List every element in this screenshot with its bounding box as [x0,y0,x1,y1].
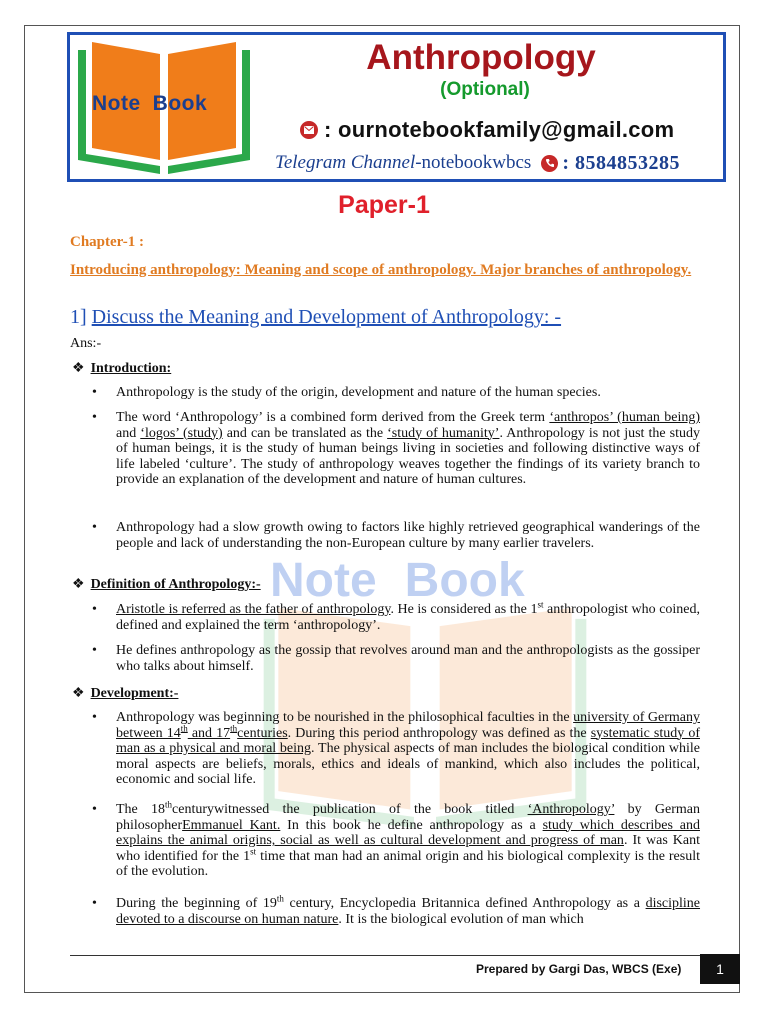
telegram-handle[interactable]: notebookwbcs [421,152,532,173]
diamond-bullet-icon: ❖ [72,577,85,592]
telegram-label: Telegram Channel- [275,152,422,173]
chapter-description: Introducing anthropology: Meaning and scope of anthropology. Major branches of anthropology. [70,262,692,278]
logo-text: Note Book [92,92,208,115]
footer-prepared-by: Prepared by Gargi Das, WBCS (Exe) [476,962,682,976]
question-title [70,306,561,329]
section-definition: ❖ Definition of Anthropology:- [72,577,261,592]
list-item: • The 18thcenturywitnessed the publication of the book titled ‘Anthropology’ by German philosopherEmmanuel Kant. In this book he define anthropology as a study which describes and explains the animal origins, social as well as cultural development and progress of man. It was Kant who identified for the 1st time that man had an animal origin and his biological complexity is the result of the evolution. [92,802,700,880]
list-item: • The word ‘Anthropology’ is a combined form derived from the Greek term ‘anthropos’ (human being) and ‘logos’ (study) and can be translated as the ‘study of humanity’. Anthropology is not just the study of human beings, it is the study of human beings living in societies and following distinctive ways of life labeled ‘culture’. The study of anthropology weaves together the findings of its variety branch to provide an explanation of the development and nature of human cultures. [92,410,700,488]
email-row [300,116,674,144]
mail-icon [300,121,318,139]
list-item: • Anthropology had a slow growth owing to factors like highly retrieved geographical wanderings of the people and lack of understanding the non-European culture by many earlier travelers. [92,520,700,551]
section-introduction: ❖ Introduction: [72,361,172,376]
list-item: • Anthropology is the study of the origin, development and nature of the human species. [92,385,700,401]
diamond-bullet-icon: ❖ [72,686,85,701]
list-item: • Anthropology was beginning to be nourished in the philosophical faculties in the university of Germany between 14th and 17thcenturies. During this period anthropology was defined as the systematic study of man as a physical and moral being. The physical aspects of man includes the biological condition while moral aspects are beliefs, morals, ethics and ideals of mankind, which also includes the political, economic and social life. [92,710,700,788]
diamond-bullet-icon: ❖ [72,361,85,376]
question-number: 1] [70,306,87,328]
header-title: Anthropology [366,38,596,77]
list-item: • During the beginning of 19th century, Encyclopedia Britannica defined Anthropology as a discipline devoted to a discourse on human nature. It is the biological evolution of man which [92,896,700,927]
chapter-label: Chapter-1 : [70,234,145,250]
answer-label: Ans:- [70,336,102,351]
watermark-text: Note Book [270,554,525,607]
footer-divider [70,955,726,956]
telegram-row [275,150,680,176]
question-text: Discuss the Meaning and Development of Anthropology: - [91,306,562,328]
paper-title: Paper-1 [338,191,430,219]
email-address[interactable]: : ournotebookfamily@gmail.com [324,117,675,142]
phone-icon [541,155,558,172]
section-development: ❖ Development:- [72,686,179,701]
list-item: • He defines anthropology as the gossip that revolves around man and the anthropologists as the gossiper who talks about himself. [92,643,700,674]
header-subtitle: (Optional) [440,79,530,100]
page-number: 1 [700,954,740,984]
list-item: • Aristotle is referred as the father of anthropology. He is considered as the 1st anthropologist who coined, defined and explained the term ‘anthropology’. [92,602,700,633]
phone-number[interactable]: : 8584853285 [562,151,680,174]
